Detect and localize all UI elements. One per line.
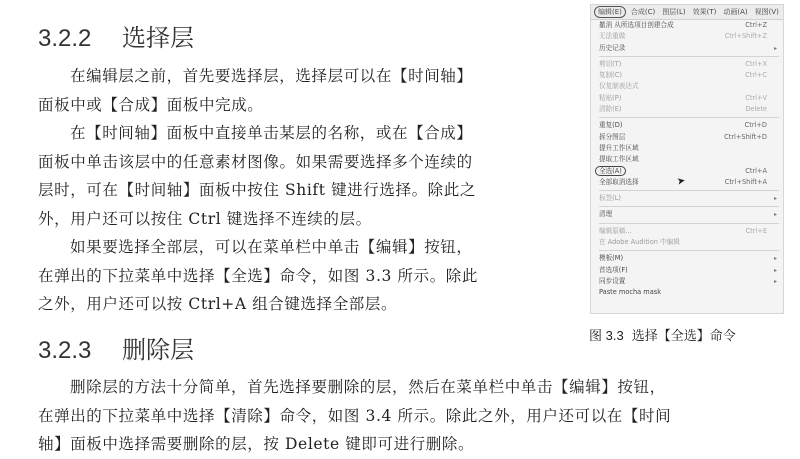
text-line: 在弹出的下拉菜单中选择【全选】命令，如图 3.3 所示。除此 bbox=[38, 266, 479, 285]
menu-item-label: 编辑原稿... bbox=[599, 226, 632, 235]
text-line: 如果要选择全部层，可以在菜单栏中单击【编辑】按钮， bbox=[70, 238, 473, 256]
menu-separator bbox=[599, 250, 779, 251]
text-line: 在【时间轴】面板中直接单击某层的名称，或在【合成】 bbox=[70, 124, 473, 142]
menubar-item[interactable]: 编辑(E) bbox=[594, 6, 626, 18]
menu-item[interactable] bbox=[591, 226, 783, 237]
menubar-item[interactable]: 效果(T) bbox=[692, 8, 717, 16]
menu-item-label: 模板(M) bbox=[599, 254, 624, 263]
submenu-arrow-icon: ▸ bbox=[773, 44, 777, 52]
figure-number: 图 3.3 bbox=[589, 328, 624, 343]
menu-item-label: 清理 bbox=[599, 210, 613, 219]
menu-item-shortcut: Ctrl+Shift+A bbox=[724, 177, 767, 186]
menu-item[interactable] bbox=[591, 81, 783, 92]
menu-item[interactable] bbox=[591, 177, 783, 188]
text-line: 外，用户还可以按住 Ctrl 键选择不连续的层。 bbox=[38, 209, 372, 228]
menu-item[interactable] bbox=[591, 132, 783, 143]
section-heading-3-2-2 bbox=[38, 18, 194, 53]
menubar-item[interactable]: 动画(A) bbox=[723, 8, 748, 16]
menu-item-label: 仅复制表达式 bbox=[599, 82, 639, 91]
menu-item-shortcut: Ctrl+Shift+D bbox=[724, 132, 767, 141]
figure-edit-menu-screenshot bbox=[590, 4, 784, 314]
menu-item-label: 提升工作区域 bbox=[599, 143, 639, 152]
menu-item-label: 提取工作区域 bbox=[599, 155, 639, 164]
menu-item-label: Paste mocha mask bbox=[599, 288, 662, 297]
text-line: 面板中或【合成】面板中完成。 bbox=[38, 95, 264, 114]
menu-item[interactable] bbox=[591, 93, 783, 104]
section-number: 3.2.2 bbox=[38, 25, 92, 52]
menu-item-shortcut: Ctrl+Shift+Z bbox=[724, 32, 767, 41]
menu-item-shortcut: Ctrl+E bbox=[745, 226, 767, 235]
menu-item-label: 剪切(T) bbox=[599, 59, 622, 68]
section-number: 3.2.3 bbox=[38, 337, 92, 364]
menu-item-label: 同步设置 bbox=[599, 276, 626, 285]
text-line: 层时，可在【时间轴】面板中按住 Shift 键进行选择。除此之 bbox=[38, 181, 476, 199]
figure-caption-text: 选择【全选】命令 bbox=[631, 328, 736, 343]
menu-item[interactable] bbox=[591, 154, 783, 165]
menubar-item[interactable]: 视图(V) bbox=[754, 8, 779, 16]
figure-caption bbox=[589, 325, 736, 344]
menu-bar bbox=[591, 5, 783, 20]
menu-item-shortcut: Ctrl+C bbox=[745, 71, 767, 80]
menu-item[interactable] bbox=[591, 20, 783, 31]
edit-dropdown-menu bbox=[591, 20, 783, 299]
submenu-arrow-icon: ▸ bbox=[773, 277, 777, 285]
menu-item-label: 重复(D) bbox=[599, 121, 623, 130]
menu-item[interactable] bbox=[591, 287, 783, 298]
menu-item[interactable] bbox=[591, 193, 783, 204]
text-line: 面板中单击该层中的任意素材图像。如果需要选择多个连续的 bbox=[38, 152, 473, 171]
menu-item[interactable] bbox=[591, 166, 783, 177]
section-title: 删除层 bbox=[122, 337, 194, 364]
menu-separator bbox=[599, 223, 779, 224]
submenu-arrow-icon: ▸ bbox=[773, 195, 777, 203]
menubar-item[interactable]: 合成(C) bbox=[630, 8, 656, 16]
menu-separator bbox=[599, 206, 779, 207]
submenu-arrow-icon: ▸ bbox=[773, 211, 777, 219]
text-line: 之外，用户还可以按 Ctrl+A 组合键选择全部层。 bbox=[38, 295, 398, 313]
menu-item[interactable] bbox=[591, 120, 783, 131]
menu-item-label: 清除(E) bbox=[599, 105, 622, 114]
menu-item-shortcut: Ctrl+D bbox=[744, 121, 767, 130]
menu-item[interactable] bbox=[591, 276, 783, 287]
text-line: 在弹出的下拉菜单中选择【清除】命令，如图 3.4 所示。除此之外，用户还可以在【时间 bbox=[38, 406, 672, 425]
menubar-item[interactable]: 图层(L) bbox=[662, 8, 686, 16]
menu-item[interactable] bbox=[591, 70, 783, 81]
submenu-arrow-icon: ▸ bbox=[773, 266, 777, 274]
paragraph bbox=[38, 373, 671, 459]
menu-item-label: 在 Adobe Audition 中编辑 bbox=[599, 238, 680, 247]
menu-item[interactable] bbox=[591, 59, 783, 70]
menu-item-label: 无法重做 bbox=[599, 32, 626, 41]
section-heading-3-2-3 bbox=[38, 330, 194, 365]
menu-item[interactable] bbox=[591, 253, 783, 264]
menu-item[interactable] bbox=[591, 143, 783, 154]
text-line: 删除层的方法十分简单，首先选择要删除的层，然后在菜单栏中单击【编辑】按钮， bbox=[70, 378, 666, 396]
menu-item[interactable] bbox=[591, 31, 783, 42]
menu-item[interactable] bbox=[591, 265, 783, 276]
menu-item[interactable] bbox=[591, 104, 783, 115]
menu-item-label: 拆分图层 bbox=[599, 132, 626, 141]
menu-item-label: 首选项(F) bbox=[599, 265, 628, 274]
text-line: 轴】面板中选择需要删除的层，按 Delete 键即可进行删除。 bbox=[38, 435, 475, 453]
menu-item[interactable] bbox=[591, 43, 783, 54]
menu-item-label: 标签(L) bbox=[599, 194, 622, 203]
menu-item-label: 全选(A) bbox=[595, 166, 626, 176]
menu-item[interactable] bbox=[591, 237, 783, 248]
section-title: 选择层 bbox=[122, 25, 194, 52]
menu-item-shortcut: Ctrl+Z bbox=[745, 21, 767, 29]
menu-item-shortcut: Ctrl+V bbox=[745, 93, 767, 102]
paragraph bbox=[38, 233, 478, 319]
menu-item-shortcut: Ctrl+A bbox=[745, 166, 767, 175]
submenu-arrow-icon: ▸ bbox=[773, 255, 777, 263]
menu-item-label: 复制(C) bbox=[599, 71, 622, 80]
menu-item-label: 粘贴(P) bbox=[599, 93, 622, 102]
menu-item[interactable] bbox=[591, 209, 783, 220]
menu-item-shortcut: Ctrl+X bbox=[745, 59, 767, 68]
paragraph bbox=[38, 119, 476, 233]
menu-separator bbox=[599, 190, 779, 191]
mouse-cursor-icon: ➤ bbox=[676, 175, 687, 188]
menu-item-label: 历史记录 bbox=[599, 43, 626, 52]
text-line: 在编辑层之前，首先要选择层，选择层可以在【时间轴】 bbox=[70, 67, 473, 85]
menu-item-label: 全部取消选择 bbox=[599, 177, 639, 186]
menu-separator bbox=[599, 117, 779, 118]
menu-item-shortcut: Delete bbox=[745, 105, 767, 114]
menu-item-label: 撤消 从所选项目创建合成 bbox=[599, 21, 674, 29]
menu-separator bbox=[599, 56, 779, 57]
paragraph bbox=[38, 62, 473, 119]
